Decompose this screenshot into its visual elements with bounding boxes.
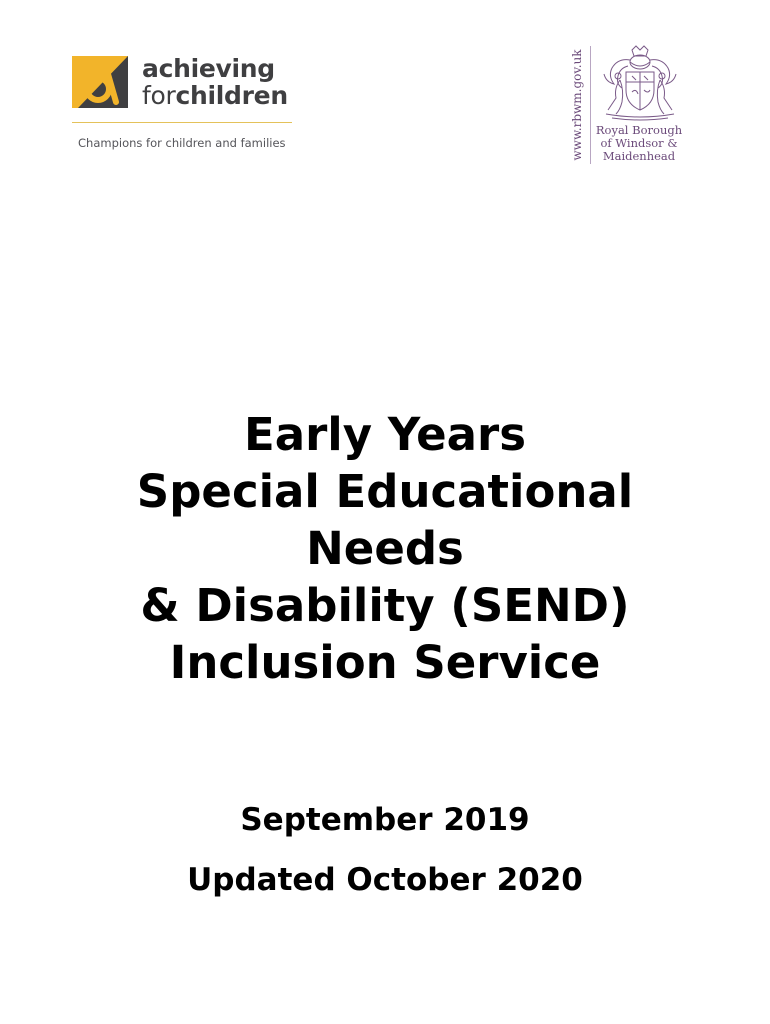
document-dates [0,799,770,901]
rbwm-name-line: Royal Borough [595,123,683,137]
rbwm-logo [562,44,692,168]
title-line: Early Years [243,408,527,461]
afc-logo-mark-icon [72,56,128,108]
rbwm-name-line: of Windsor & [600,136,678,150]
title-line: Special Educational [136,465,634,518]
title-line: & Disability (SEND) [140,579,630,632]
title-line: Needs [306,522,464,575]
title-line: Inclusion Service [169,636,601,689]
updated-date: Updated October 2020 [187,862,583,898]
afc-logo-divider [72,122,292,123]
afc-wordmark-line-1: achieving [142,54,275,83]
rbwm-url-container [568,44,586,166]
rbwm-name [594,124,684,163]
achieving-for-children-logo [72,56,312,156]
rbwm-logo-divider [590,46,591,164]
afc-wordmark-for: for [142,81,176,110]
afc-wordmark-line-2 [142,83,288,109]
coat-of-arms-icon [594,44,682,122]
afc-tagline: Champions for children and families [78,136,286,150]
published-date: September 2019 [240,802,530,838]
document-title [0,406,770,691]
afc-wordmark-children: children [175,81,288,110]
rbwm-url: www.rbwm.gov.uk [570,49,584,161]
rbwm-name-line: Maidenhead [602,149,676,163]
